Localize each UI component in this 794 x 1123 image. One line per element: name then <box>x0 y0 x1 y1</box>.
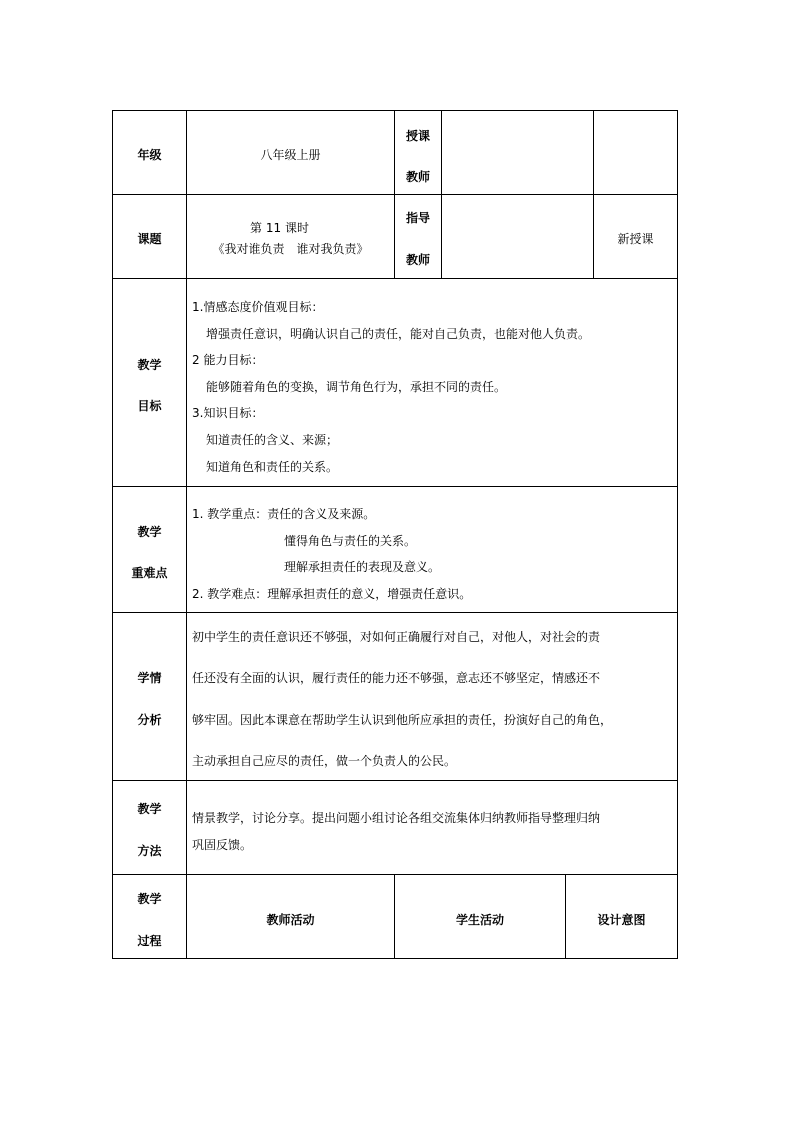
lesson-type: 新授课 <box>617 232 654 246</box>
grade-value: 八年级上册 <box>260 148 321 162</box>
goals-line: 知道责任的含义、来源； <box>206 433 339 447</box>
table-border <box>112 612 678 613</box>
analysis-line: 够牢固。因此本课意在帮助学生认识到他所应承担的责任，扮演好自己的角色， <box>192 713 613 727</box>
table-border <box>593 110 594 278</box>
grade-label: 年级 <box>137 148 162 162</box>
goals-line: 增强责任意识，明确认识自己的责任，能对自己负责，也能对他人负责。 <box>206 327 591 341</box>
analysis-line: 初中学生的责任意识还不够强，对如何正确履行对自己，对他人，对社会的责 <box>192 630 601 644</box>
goals-label-line1: 教学 <box>137 358 162 372</box>
analysis-label-line2: 分析 <box>137 713 162 727</box>
col-design-intent: 设计意图 <box>597 913 646 927</box>
process-label-line2: 过程 <box>137 934 162 948</box>
keypoints-label-line2: 重难点 <box>131 566 168 580</box>
method-line: 情景教学，讨论分享。提出问题小组讨论各组交流集体归纳教师指导整理归纳 <box>192 811 601 825</box>
goals-line: 知道角色和责任的关系。 <box>206 460 339 474</box>
keypoints-line: 懂得角色与责任的关系。 <box>284 534 417 548</box>
analysis-line: 主动承担自己应尽的责任，做一个负责人的公民。 <box>192 754 457 768</box>
goals-label-line2: 目标 <box>137 399 162 413</box>
method-label-line2: 方法 <box>137 844 162 858</box>
col-student-activity: 学生活动 <box>455 913 504 927</box>
topic-label: 课题 <box>137 232 162 246</box>
guide-label-line1: 指导 <box>405 211 430 225</box>
goals-line: 能够随着角色的变换，调节角色行为，承担不同的责任。 <box>206 380 507 394</box>
table-border <box>677 110 678 959</box>
topic-line2: 《我对谁负责 谁对我负责》 <box>212 242 369 256</box>
table-border <box>112 278 678 279</box>
table-border <box>186 110 187 959</box>
table-border <box>112 874 678 875</box>
keypoints-label-line1: 教学 <box>137 525 162 539</box>
method-label-line1: 教学 <box>137 802 162 816</box>
method-line: 巩固反馈。 <box>192 838 253 852</box>
process-label-line1: 教学 <box>137 892 162 906</box>
col-teacher-activity: 教师活动 <box>266 913 315 927</box>
table-border <box>112 486 678 487</box>
teacher-label-line2: 教师 <box>405 170 430 184</box>
table-border <box>441 110 442 278</box>
table-border <box>112 780 678 781</box>
analysis-line: 任还没有全面的认识，履行责任的能力还不够强，意志还不够坚定，情感还不 <box>192 671 601 685</box>
topic-line1: 第 11 课时 <box>250 221 309 235</box>
table-border <box>112 958 678 959</box>
goals-line: 1.情感态度价值观目标： <box>192 300 324 314</box>
goals-line: 2 能力目标： <box>192 353 264 367</box>
guide-label-line2: 教师 <box>405 253 430 267</box>
keypoints-line: 2. 教学难点：理解承担责任的意义，增强责任意识。 <box>192 587 472 601</box>
keypoints-line: 理解承担责任的表现及意义。 <box>284 560 441 574</box>
analysis-label-line1: 学情 <box>137 671 162 685</box>
keypoints-line: 1. 教学重点：责任的含义及来源。 <box>192 507 376 521</box>
goals-line: 3.知识目标： <box>192 406 264 420</box>
teacher-label-line1: 授课 <box>405 129 430 143</box>
